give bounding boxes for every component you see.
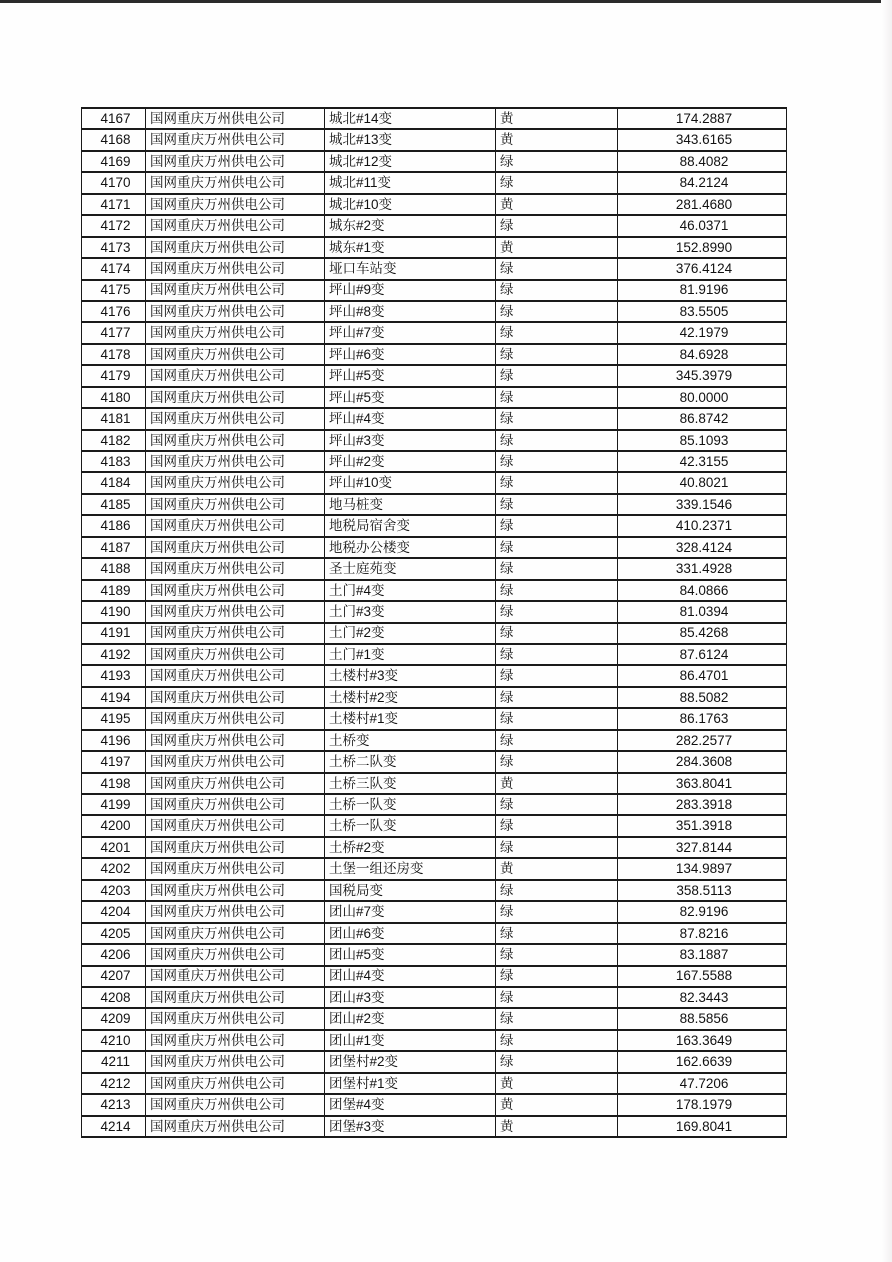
cell-serial-number: 4173 [82,237,146,258]
cell-substation-name: 团堡#3变 [325,1116,496,1137]
cell-substation-name: 土桥一队变 [325,794,496,815]
cell-status-color: 绿 [496,430,618,451]
cell-value: 328.4124 [618,537,787,558]
cell-serial-number: 4169 [82,151,146,172]
cell-company-name: 国网重庆万州供电公司 [146,365,325,386]
cell-serial-number: 4211 [82,1051,146,1072]
cell-serial-number: 4167 [82,108,146,129]
cell-substation-name: 地税局宿舍变 [325,515,496,536]
cell-serial-number: 4202 [82,858,146,879]
page-edge-shadow [882,0,892,1262]
cell-substation-name: 土桥三队变 [325,773,496,794]
cell-substation-name: 团堡村#2变 [325,1051,496,1072]
cell-company-name: 国网重庆万州供电公司 [146,1008,325,1029]
cell-serial-number: 4214 [82,1116,146,1137]
cell-status-color: 黄 [496,1073,618,1094]
cell-value: 84.6928 [618,344,787,365]
cell-substation-name: 团山#2变 [325,1008,496,1029]
cell-status-color: 绿 [496,708,618,729]
cell-value: 46.0371 [618,215,787,236]
cell-value: 47.7206 [618,1073,787,1094]
table-row [82,344,787,365]
cell-value: 81.0394 [618,601,787,622]
cell-serial-number: 4194 [82,687,146,708]
cell-status-color: 绿 [496,258,618,279]
cell-status-color: 绿 [496,344,618,365]
cell-company-name: 国网重庆万州供电公司 [146,880,325,901]
table-row [82,365,787,386]
cell-serial-number: 4213 [82,1094,146,1115]
cell-status-color: 绿 [496,944,618,965]
cell-substation-name: 土楼村#1变 [325,708,496,729]
cell-status-color: 黄 [496,237,618,258]
cell-substation-name: 垭口车站变 [325,258,496,279]
cell-status-color: 绿 [496,966,618,987]
cell-serial-number: 4171 [82,194,146,215]
cell-value: 134.9897 [618,858,787,879]
table-row [82,987,787,1008]
cell-value: 40.8021 [618,472,787,493]
table-row [82,108,787,129]
cell-substation-name: 城北#13变 [325,129,496,150]
cell-serial-number: 4187 [82,537,146,558]
table-row [82,773,787,794]
table-row [82,408,787,429]
cell-value: 88.5082 [618,687,787,708]
cell-serial-number: 4192 [82,644,146,665]
cell-value: 281.4680 [618,194,787,215]
cell-substation-name: 土桥二队变 [325,751,496,772]
cell-value: 331.4928 [618,558,787,579]
cell-value: 87.6124 [618,644,787,665]
cell-status-color: 黄 [496,1116,618,1137]
cell-company-name: 国网重庆万州供电公司 [146,387,325,408]
table-row [82,687,787,708]
cell-company-name: 国网重庆万州供电公司 [146,408,325,429]
cell-status-color: 绿 [496,901,618,922]
cell-company-name: 国网重庆万州供电公司 [146,537,325,558]
cell-substation-name: 土门#1变 [325,644,496,665]
table-row [82,215,787,236]
cell-serial-number: 4196 [82,730,146,751]
cell-value: 88.5856 [618,1008,787,1029]
cell-status-color: 绿 [496,1008,618,1029]
cell-company-name: 国网重庆万州供电公司 [146,708,325,729]
cell-serial-number: 4181 [82,408,146,429]
cell-status-color: 绿 [496,880,618,901]
cell-substation-name: 坪山#10变 [325,472,496,493]
table-row [82,1030,787,1051]
table-row [82,730,787,751]
cell-value: 174.2887 [618,108,787,129]
cell-serial-number: 4197 [82,751,146,772]
table-row [82,172,787,193]
cell-serial-number: 4199 [82,794,146,815]
cell-value: 42.3155 [618,451,787,472]
cell-company-name: 国网重庆万州供电公司 [146,966,325,987]
cell-company-name: 国网重庆万州供电公司 [146,944,325,965]
cell-status-color: 绿 [496,687,618,708]
cell-serial-number: 4212 [82,1073,146,1094]
cell-value: 86.4701 [618,665,787,686]
cell-substation-name: 地马桩变 [325,494,496,515]
cell-company-name: 国网重庆万州供电公司 [146,687,325,708]
cell-substation-name: 土门#4变 [325,580,496,601]
table-row [82,944,787,965]
cell-serial-number: 4172 [82,215,146,236]
cell-substation-name: 坪山#5变 [325,365,496,386]
cell-company-name: 国网重庆万州供电公司 [146,301,325,322]
table-row [82,923,787,944]
cell-status-color: 绿 [496,387,618,408]
table-row [82,751,787,772]
cell-serial-number: 4208 [82,987,146,1008]
cell-status-color: 绿 [496,322,618,343]
cell-serial-number: 4195 [82,708,146,729]
cell-substation-name: 团山#1变 [325,1030,496,1051]
cell-substation-name: 圣士庭苑变 [325,558,496,579]
cell-substation-name: 坪山#5变 [325,387,496,408]
cell-serial-number: 4174 [82,258,146,279]
table-row [82,494,787,515]
table-row [82,644,787,665]
cell-status-color: 绿 [496,623,618,644]
cell-company-name: 国网重庆万州供电公司 [146,172,325,193]
table-row [82,708,787,729]
cell-substation-name: 土堡一组还房变 [325,858,496,879]
cell-company-name: 国网重庆万州供电公司 [146,494,325,515]
cell-status-color: 绿 [496,451,618,472]
table-row [82,301,787,322]
table-row [82,387,787,408]
cell-serial-number: 4180 [82,387,146,408]
cell-serial-number: 4185 [82,494,146,515]
cell-value: 84.0866 [618,580,787,601]
cell-company-name: 国网重庆万州供电公司 [146,837,325,858]
cell-status-color: 绿 [496,408,618,429]
cell-status-color: 绿 [496,472,618,493]
cell-value: 410.2371 [618,515,787,536]
cell-status-color: 绿 [496,494,618,515]
cell-company-name: 国网重庆万州供电公司 [146,1094,325,1115]
cell-substation-name: 城东#1变 [325,237,496,258]
cell-status-color: 绿 [496,515,618,536]
cell-serial-number: 4203 [82,880,146,901]
cell-company-name: 国网重庆万州供电公司 [146,1073,325,1094]
cell-serial-number: 4175 [82,280,146,301]
cell-substation-name: 国税局变 [325,880,496,901]
cell-value: 363.8041 [618,773,787,794]
cell-serial-number: 4178 [82,344,146,365]
cell-serial-number: 4170 [82,172,146,193]
cell-substation-name: 地税办公楼变 [325,537,496,558]
cell-value: 163.3649 [618,1030,787,1051]
cell-status-color: 绿 [496,923,618,944]
table-row [82,580,787,601]
cell-substation-name: 土桥变 [325,730,496,751]
cell-company-name: 国网重庆万州供电公司 [146,623,325,644]
cell-status-color: 绿 [496,815,618,836]
cell-serial-number: 4179 [82,365,146,386]
cell-company-name: 国网重庆万州供电公司 [146,515,325,536]
cell-status-color: 绿 [496,280,618,301]
cell-company-name: 国网重庆万州供电公司 [146,987,325,1008]
cell-serial-number: 4177 [82,322,146,343]
cell-status-color: 绿 [496,730,618,751]
cell-serial-number: 4193 [82,665,146,686]
table-row [82,966,787,987]
cell-company-name: 国网重庆万州供电公司 [146,280,325,301]
cell-status-color: 绿 [496,644,618,665]
cell-value: 82.3443 [618,987,787,1008]
cell-company-name: 国网重庆万州供电公司 [146,1030,325,1051]
cell-status-color: 绿 [496,601,618,622]
table-row [82,194,787,215]
table-row [82,280,787,301]
cell-substation-name: 坪山#3变 [325,430,496,451]
cell-serial-number: 4210 [82,1030,146,1051]
cell-substation-name: 团堡#4变 [325,1094,496,1115]
cell-company-name: 国网重庆万州供电公司 [146,901,325,922]
cell-company-name: 国网重庆万州供电公司 [146,151,325,172]
cell-company-name: 国网重庆万州供电公司 [146,644,325,665]
top-rule [0,0,881,3]
table-row [82,880,787,901]
cell-substation-name: 坪山#6变 [325,344,496,365]
cell-status-color: 绿 [496,837,618,858]
cell-value: 343.6165 [618,129,787,150]
cell-substation-name: 团山#4变 [325,966,496,987]
cell-substation-name: 团山#7变 [325,901,496,922]
cell-serial-number: 4184 [82,472,146,493]
cell-status-color: 绿 [496,301,618,322]
cell-status-color: 绿 [496,1030,618,1051]
table-row [82,1094,787,1115]
table-row [82,794,787,815]
cell-value: 169.8041 [618,1116,787,1137]
cell-substation-name: 团山#3变 [325,987,496,1008]
cell-value: 87.8216 [618,923,787,944]
cell-status-color: 黄 [496,858,618,879]
cell-company-name: 国网重庆万州供电公司 [146,858,325,879]
cell-substation-name: 城东#2变 [325,215,496,236]
cell-value: 284.3608 [618,751,787,772]
cell-value: 83.5505 [618,301,787,322]
cell-substation-name: 土楼村#2变 [325,687,496,708]
cell-company-name: 国网重庆万州供电公司 [146,215,325,236]
cell-value: 358.5113 [618,880,787,901]
cell-value: 42.1979 [618,322,787,343]
cell-value: 178.1979 [618,1094,787,1115]
cell-value: 162.6639 [618,1051,787,1072]
table-row [82,237,787,258]
cell-serial-number: 4190 [82,601,146,622]
cell-value: 82.9196 [618,901,787,922]
cell-substation-name: 土桥一队变 [325,815,496,836]
cell-status-color: 黄 [496,1094,618,1115]
cell-company-name: 国网重庆万州供电公司 [146,580,325,601]
cell-company-name: 国网重庆万州供电公司 [146,430,325,451]
cell-status-color: 黄 [496,773,618,794]
cell-company-name: 国网重庆万州供电公司 [146,1051,325,1072]
cell-status-color: 绿 [496,665,618,686]
cell-substation-name: 坪山#2变 [325,451,496,472]
table-row [82,537,787,558]
cell-status-color: 绿 [496,215,618,236]
cell-substation-name: 土门#2变 [325,623,496,644]
cell-value: 81.9196 [618,280,787,301]
cell-serial-number: 4188 [82,558,146,579]
cell-company-name: 国网重庆万州供电公司 [146,794,325,815]
cell-substation-name: 城北#12变 [325,151,496,172]
cell-value: 152.8990 [618,237,787,258]
cell-serial-number: 4204 [82,901,146,922]
table-row [82,665,787,686]
cell-company-name: 国网重庆万州供电公司 [146,108,325,129]
table-row [82,901,787,922]
cell-serial-number: 4189 [82,580,146,601]
cell-substation-name: 团山#5变 [325,944,496,965]
cell-serial-number: 4209 [82,1008,146,1029]
cell-company-name: 国网重庆万州供电公司 [146,472,325,493]
table-row [82,151,787,172]
data-table [81,107,787,1138]
cell-value: 84.2124 [618,172,787,193]
cell-company-name: 国网重庆万州供电公司 [146,665,325,686]
cell-company-name: 国网重庆万州供电公司 [146,344,325,365]
cell-value: 86.1763 [618,708,787,729]
table-row [82,623,787,644]
cell-value: 80.0000 [618,387,787,408]
cell-substation-name: 土门#3变 [325,601,496,622]
table-row [82,129,787,150]
cell-substation-name: 团堡村#1变 [325,1073,496,1094]
cell-status-color: 绿 [496,172,618,193]
cell-substation-name: 土桥#2变 [325,837,496,858]
cell-substation-name: 土楼村#3变 [325,665,496,686]
cell-substation-name: 坪山#9变 [325,280,496,301]
cell-value: 327.8144 [618,837,787,858]
cell-value: 345.3979 [618,365,787,386]
cell-company-name: 国网重庆万州供电公司 [146,258,325,279]
cell-company-name: 国网重庆万州供电公司 [146,601,325,622]
cell-status-color: 绿 [496,365,618,386]
cell-serial-number: 4168 [82,129,146,150]
table-row [82,1008,787,1029]
table-row [82,451,787,472]
cell-substation-name: 团山#6变 [325,923,496,944]
cell-value: 85.4268 [618,623,787,644]
cell-value: 85.1093 [618,430,787,451]
cell-status-color: 绿 [496,1051,618,1072]
table-row [82,815,787,836]
cell-value: 376.4124 [618,258,787,279]
cell-value: 167.5588 [618,966,787,987]
cell-serial-number: 4176 [82,301,146,322]
cell-status-color: 绿 [496,537,618,558]
cell-company-name: 国网重庆万州供电公司 [146,1116,325,1137]
cell-status-color: 黄 [496,108,618,129]
table-row [82,858,787,879]
cell-company-name: 国网重庆万州供电公司 [146,558,325,579]
cell-value: 283.3918 [618,794,787,815]
cell-value: 88.4082 [618,151,787,172]
cell-company-name: 国网重庆万州供电公司 [146,730,325,751]
cell-serial-number: 4206 [82,944,146,965]
cell-status-color: 绿 [496,558,618,579]
cell-company-name: 国网重庆万州供电公司 [146,451,325,472]
table-row [82,472,787,493]
cell-substation-name: 城北#10变 [325,194,496,215]
cell-company-name: 国网重庆万州供电公司 [146,751,325,772]
cell-serial-number: 4182 [82,430,146,451]
table-row [82,430,787,451]
cell-serial-number: 4183 [82,451,146,472]
cell-serial-number: 4198 [82,773,146,794]
cell-status-color: 黄 [496,194,618,215]
cell-substation-name: 坪山#8变 [325,301,496,322]
cell-value: 339.1546 [618,494,787,515]
cell-substation-name: 城北#14变 [325,108,496,129]
cell-company-name: 国网重庆万州供电公司 [146,322,325,343]
table-row [82,1116,787,1137]
cell-company-name: 国网重庆万州供电公司 [146,923,325,944]
cell-company-name: 国网重庆万州供电公司 [146,237,325,258]
table-row [82,558,787,579]
cell-status-color: 绿 [496,580,618,601]
cell-serial-number: 4191 [82,623,146,644]
cell-serial-number: 4200 [82,815,146,836]
table-row [82,515,787,536]
cell-status-color: 绿 [496,987,618,1008]
table-body [82,108,787,1137]
table-row [82,1073,787,1094]
table-row [82,258,787,279]
cell-substation-name: 坪山#7变 [325,322,496,343]
cell-company-name: 国网重庆万州供电公司 [146,194,325,215]
table-row [82,837,787,858]
cell-company-name: 国网重庆万州供电公司 [146,129,325,150]
table-row [82,1051,787,1072]
cell-status-color: 黄 [496,129,618,150]
cell-value: 86.8742 [618,408,787,429]
cell-substation-name: 城北#11变 [325,172,496,193]
cell-substation-name: 坪山#4变 [325,408,496,429]
cell-serial-number: 4205 [82,923,146,944]
cell-serial-number: 4207 [82,966,146,987]
cell-status-color: 绿 [496,794,618,815]
cell-value: 282.2577 [618,730,787,751]
cell-serial-number: 4186 [82,515,146,536]
cell-company-name: 国网重庆万州供电公司 [146,773,325,794]
cell-status-color: 绿 [496,751,618,772]
table-row [82,322,787,343]
cell-value: 83.1887 [618,944,787,965]
cell-company-name: 国网重庆万州供电公司 [146,815,325,836]
cell-value: 351.3918 [618,815,787,836]
cell-serial-number: 4201 [82,837,146,858]
cell-status-color: 绿 [496,151,618,172]
table-row [82,601,787,622]
